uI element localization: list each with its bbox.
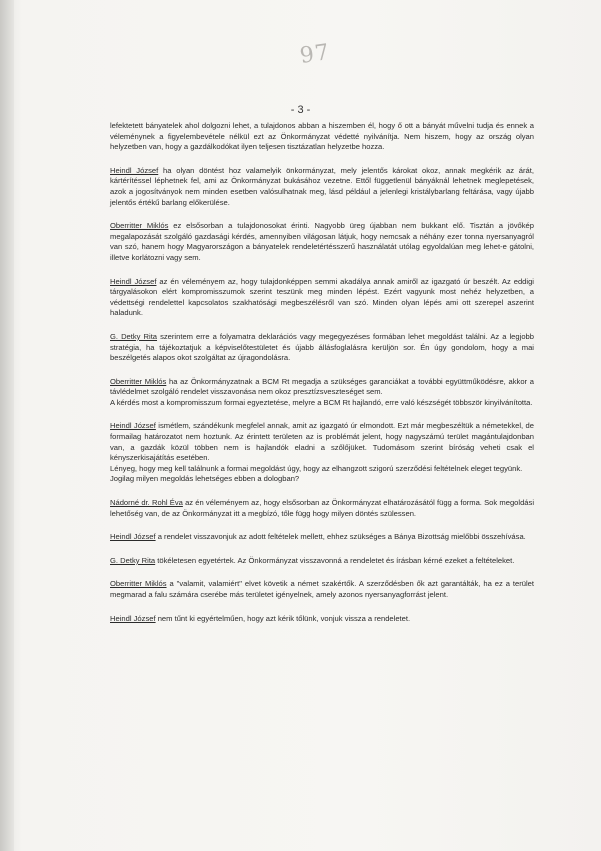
paragraph-line [110, 121, 534, 153]
transcript-paragraph [110, 166, 534, 208]
paragraph-line [110, 579, 534, 600]
transcript-paragraph [110, 614, 534, 625]
binder-edge [0, 0, 14, 851]
paragraph-text: nem tűnt ki egyértelműen, hogy azt kérik tőlünk, vonjuk vissza a rendeletet. [155, 613, 411, 623]
document-body [110, 121, 534, 637]
paragraph-line [110, 332, 534, 364]
paragraph-line [110, 166, 534, 208]
paragraph-text: ismétlem, szándékunk megfelel annak, amit az igazgató úr elmondott. Ezt már megbeszéltük a németekkel, de formailag határozatot nem hoztunk. Az érintett területen az is problémát jelent, hogy nagyszámú terület magántulajdonban van, a gazdák közül többen nem is hajlandók eladni a szőlőjüket. Tudomásom szerint bíróság veheti csak el kényszerkisajátítás esetében. [110, 421, 535, 463]
paragraph-line [110, 556, 534, 567]
paragraph-text: az én véleményem az, hogy tulajdonképpen semmi akadálya annak amiről az igazgató úr beszélt. Az eddigi tárgyalásokon elért kompromisszumok szerint teszünk meg minden lépést. Ezért vagyunk most nehéz helyzetben, a védettségi rendelettel kapcsolatos szakhatósági megbeszélésről van szó. Minden olyan lépés ami ott szerepel aszerint haladunk. [110, 276, 534, 318]
paragraph-line [110, 421, 534, 463]
transcript-paragraph [110, 277, 534, 319]
transcript-paragraph [110, 532, 534, 543]
speaker-name: Heindl József [110, 165, 159, 175]
transcript-paragraph [110, 221, 534, 263]
transcript-paragraph [110, 556, 534, 567]
speaker-name: Nádorné dr. Rohl Éva [110, 498, 183, 508]
transcript-paragraph [110, 377, 534, 409]
paragraph-line [110, 277, 534, 319]
paragraph-text: az én véleményem az, hogy elsősorban az Önkormányzat elhatározásától függ a forma. Sok megoldási lehetőség van, de az Önkormányzat itt a megbízó, tőle függ hogy milyen döntés szülessen. [110, 498, 535, 518]
paragraph-line: Lényeg, hogy meg kell találnunk a formai megoldást úgy, hogy az elhangzott szigorú szerződési feltételnek eleget tegyünk. [110, 463, 523, 473]
paragraph-line [110, 614, 534, 625]
paragraph-line [110, 377, 534, 398]
paragraph-text: tökéletesen egyetértek. Az Önkormányzat visszavonná a rendeletet és írásban kérné ezeket a feltételeket. [155, 555, 515, 565]
page-number: - 3 - [290, 104, 311, 116]
paragraph-text: lefektetett bányatelek ahol dolgozni lehet, a tulajdonos abban a hiszemben él, hogy ő ott a bányát művelni tudja és ennek a véleménynek a figyelembevétele nélkül ezt az Önkormányzat védetté nyilvánítja. Nem hiszem, hogy az ország olyan helyzetben van, hogy a gazdálkodókat ilyen teljesen tisztázatlan helyzetbe hozza. [110, 121, 534, 152]
paragraph-text: ha olyan döntést hoz valamelyik önkormányzat, mely jelentős károkat okoz, annak megkérik az árát, kártérítéssel léphetnek fel, ami az Önkormányzat bukásához vezetne. Ettől függetlenül bányáknál lehetnek meglepetések, azok a jogosítványok nem minden esetben valósulhatnak meg, lásd például a jelenlegi kristálybarlang feltárása, vagy újabb jelentős értékű barlang előkerülése. [110, 165, 534, 207]
speaker-name: G. Detky Rita [110, 331, 158, 341]
speaker-name: Heindl József [110, 421, 156, 431]
paragraph-text: ha az Önkormányzatnak a BCM Rt megadja a szükséges garanciákat a további együttműködésre, akkor a távlédelmet szolgáló rendelet visszavonása nem okoz presztízsveszteséget sem. [110, 376, 534, 397]
transcript-paragraph [110, 421, 534, 485]
speaker-name: G. Detky Rita [110, 555, 156, 565]
transcript-paragraph [110, 332, 534, 364]
speaker-name: Heindl József [110, 276, 157, 286]
paragraph-text: szerintem erre a folyamatra deklarációs vagy megegyezéses formában lehet megoldást találni. Az a legjobb stratégia, ha tájékoztatjuk a képviselőtestületet és újabb állásfoglalásra kerüljön sor. Én úgy gondolom, hogy a mai beszélgetés alapos okot szolgáltat az újragondolásra. [110, 331, 534, 363]
transcript-paragraph [110, 498, 534, 519]
paragraph-text: ez elsősorban a tulajdonosokat érinti. Nagyobb üreg újabban nem bukkant elő. Tisztán a jövőkép megalapozását szolgáló gazdasági kérdés, amennyiben világosan látjuk, hogy nemcsak a néhány ezer tonna nyersanyagról van szó, hanem hogy Magyarországon a bányatelek rendeletértésszerű használatát utólag egyoldalúan meg lehet-e gátolni, illetve korlátozni vagy sem. [110, 221, 534, 262]
paragraph-line [110, 532, 534, 543]
speaker-name: Heindl József [110, 532, 156, 542]
speaker-name: Oberritter Miklós [110, 376, 167, 386]
paragraph-line: A kérdés most a kompromisszum formai egyeztetése, melyre a BCM Rt hajlandó, erre való készségét többször kinyilvánította. [110, 397, 533, 407]
speaker-name: Oberritter Miklós [110, 221, 169, 231]
paragraph-line [110, 221, 534, 263]
paragraph-line [110, 498, 534, 519]
paragraph-line: Jogilag milyen megoldás lehetséges ebben a dologban? [110, 474, 300, 484]
speaker-name: Heindl József [110, 613, 156, 623]
paragraph-text: a "valamit, valamiért" elvet követik a német szakértők. A szerződésben ők azt garantálták, ha ez a terület megmarad a falu számára cserébe más területet igényelnek, amely azonos nyersanyagforrást jelent. [110, 579, 534, 599]
paragraph-text: a rendelet visszavonjuk az adott feltételek mellett, ehhez szükséges a Bánya Bizottság mielőbbi összehívása. [155, 532, 526, 542]
transcript-paragraph [110, 121, 534, 153]
speaker-name: Oberritter Miklós [110, 579, 167, 589]
transcript-paragraph [110, 579, 534, 600]
handwritten-page-mark: 97 [298, 40, 332, 69]
